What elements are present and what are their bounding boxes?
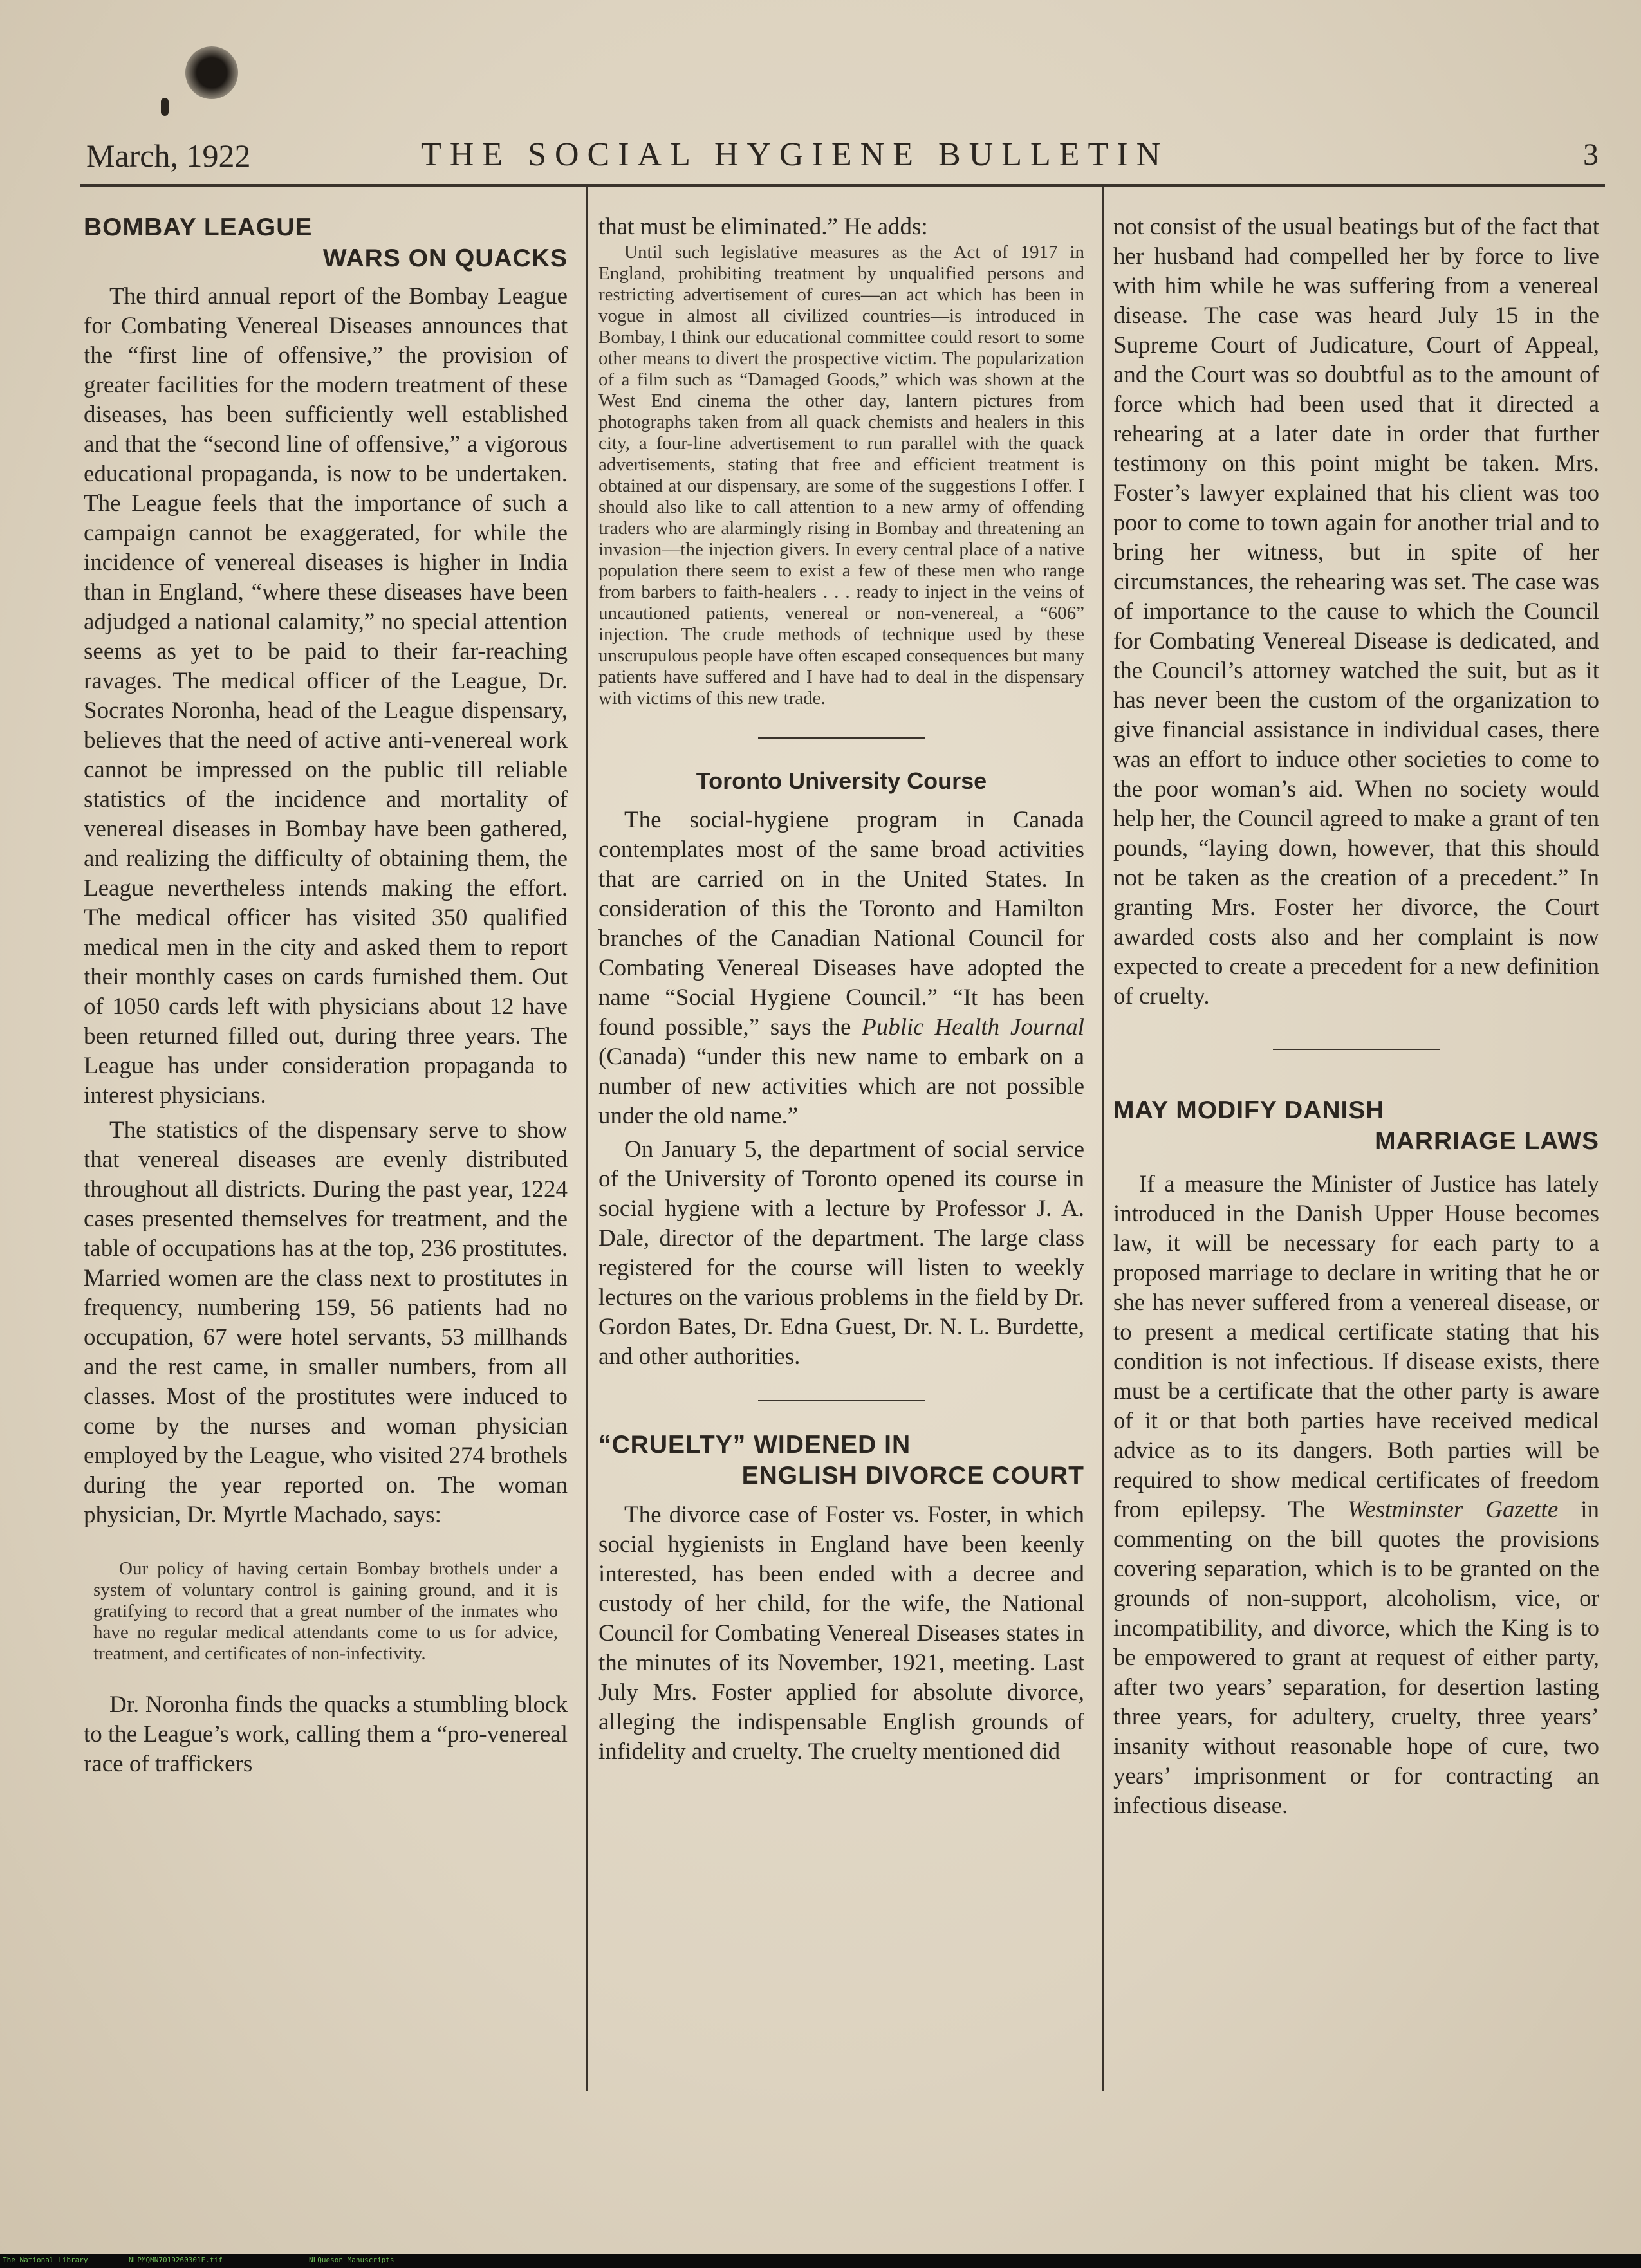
headline-line-2: MARRIAGE LAWS [1375, 1127, 1599, 1155]
footer-collection: NLQueson Manuscripts [309, 2256, 394, 2264]
scan-footer-strip [0, 2254, 1641, 2268]
paragraph [598, 806, 1084, 1131]
text-run: in commenting on the bill quotes the provisions covering separation, which is to be granted on the grounds of non-support, alcoholism, vice, or incompatibility, and divorce, which the King is to be empowered to grant at request of either party, after two years’ separation, for desertion lasting three years, for adultery, cruelty, three years’ insanity without reasonable hope of cure, two years’ imprisonment or for contracting an infectious disease. [1113, 1497, 1599, 1819]
footer-filename: NLPMQMN7019260301E.tif [129, 2256, 223, 2264]
block-quote: Our policy of having certain Bombay brothels under a system of voluntary control is gaining ground, and it is gratifying to record that a great number of the inmates who have no regular medical attendants come to us for advice, treatment, and certificates of non-infectivity. [93, 1558, 558, 1664]
section-divider [758, 737, 925, 739]
column-rule-2 [1102, 187, 1104, 2091]
text-run: (Canada) “under this new name to embark on a number of new activities which are not possible under the old name.” [598, 1044, 1084, 1129]
paragraph: The third annual report of the Bombay League for Combating Venereal Diseases announces that the “first line of offensive,” the provision of greater facilities for the modern treatment of these diseases, has been sufficiently well established and that the “second line of offensive,” a vigorous educational propaganda, is now to be undertaken. The League feels that the importance of such a campaign cannot be exaggerated, for while the incidence of venereal diseases is higher in India than in England, “where these diseases have been adjudged a national calamity,” no special attention seems as yet to be paid to their far-reaching ravages. The medical officer of the League, Dr. Socrates Noronha, head of the League dispensary, believes that the need of active anti-venereal work cannot be impressed on the public till reliable statistics of the incidence and mortality of venereal diseases in Bombay have been gathered, and realizing the difficulty of obtaining them, the League nevertheless intends making the effort. The medical officer has visited 350 qualified medical men in the city and asked them to report their monthly cases on cards furnished them. Out of 1050 cards left with physicians about 12 have been returned filled out, during three years. The League has under consideration propaganda to interest physicians. [84, 283, 568, 1109]
page-number: 3 [1583, 138, 1599, 172]
paragraph: Dr. Noronha finds the quacks a stumbling block to the League’s work, calling them a “pro-venereal race of traffickers [84, 1692, 568, 1777]
paragraph-continuation: not consist of the usual beatings but of the fact that her husband had compelled her by force to live with him while he was suffering from a venereal disease. The case was heard July 15 in the Supreme Court of Judicature, Court of Appeal, and the Court was so doubtful as to the amount of force which had been used that it directed a rehearing at a later date in order that further testimony on this point might be taken. Mrs. Foster’s lawyer explained that his client was too poor to come to town again for another trial and to bring her witness, but in spite of her circumstances, the rehearing was set. The case was of importance to the cause to which the Council for Combating Venereal Disease is dedicated, and the Council’s attorney watched the suit, but as it has never been the custom of the organization to give financial assistance in individual cases, there was an effort to induce other societies to come to the poor woman’s aid. When no society would help her, the Council agreed to make a grant of ten pounds, “laying down, however, that this should not be taken as the creation of a precedent.” In granting Mrs. Foster her divorce, the Court awarded costs also and her complaint is now expected to create a precedent for a new definition of cruelty. [1113, 214, 1599, 1010]
block-quote: Until such legislative measures as the Act of 1917 in England, prohibiting treatment by unqualified persons and restricting advertisement of cures—an act which has been in vogue in almost all civilized countries—is introduced in Bombay, I think our educational committee could resort to some other means to divert the prospective victim. The popularization of a film such as “Damaged Goods,” which was shown at the West End cinema the other day, lantern pictures from photographs taken from all quack chemists and healers in this city, a four-line advertisement to run parallel with the quack advertisements, stating that free and efficient treatment is obtained at our dispensary, are some of the suggestions I offer. I should also like to call attention to a new army of offending traders who are alarmingly rising in Bombay and threatening an invasion—the injection givers. In every central place of a native population there seem to exist a few of these men who range from barbers to faith-healers . . . ready to inject in the veins of uncautioned patients, venereal or non-venereal, a “606” injection. The crude methods of technique used by these unscrupulous people have often escaped consequences but many patients have suffered and I have had to deal in the dispensary with victims of this new trade. [598, 242, 1084, 708]
paragraph-continuation: that must be eliminated.” He adds: [598, 214, 928, 240]
text-run: The social-hygiene program in Canada contemplates most of the same broad activities that are carried on in the United States. In consideration of this the Toronto and Hamilton branches of the Canadian National Council for Combating Venereal Diseases have adopted the name “Social Hygiene Council.” “It has been found possible,” says the [598, 807, 1084, 1040]
ink-blot-stain [185, 46, 238, 99]
masthead [86, 132, 1599, 177]
footer-library: The National Library [3, 2256, 88, 2264]
paragraph [1113, 1170, 1599, 1821]
column-rule-1 [586, 187, 588, 2091]
text-run: If a measure the Minister of Justice has lately introduced in the Danish Upper House becomes law, it will be necessary for each party to a proposed marriage to declare in writing that he or she has never suffered from a venereal disease, or to present a medical certificate stating that his condition is not infectious. If disease exists, there must be a certificate that the other party is aware of it or that both parties have received medical advice as to its dangers. Both parties will be required to show medical certificates of freedom from epilepsy. The [1113, 1171, 1599, 1523]
column-3 [1113, 212, 1599, 1821]
paragraph: The divorce case of Foster vs. Foster, in which social hygienists in England have been keenly interested, has been ended with a decree and custody of her child, for the wife, the National Council for Combating Venereal Diseases states in the minutes of its November, 1921, meeting. Last July Mrs. Foster applied for absolute divorce, alleging the indispensable English grounds of infidelity and cruelty. The cruelty mentioned did [598, 1502, 1084, 1765]
article-headline-danish [1113, 1095, 1599, 1157]
column-2 [598, 212, 1084, 1767]
publication-name: Westminster Gazette [1347, 1497, 1559, 1523]
column-1 [84, 212, 568, 1779]
section-divider [1273, 1049, 1440, 1050]
article-headline-bombay [84, 212, 568, 274]
headline-line-2: ENGLISH DIVORCE COURT [741, 1462, 1084, 1489]
publication-name: Public Health Journal [862, 1014, 1084, 1040]
article-headline-toronto: Toronto University Course [696, 768, 987, 794]
headline-line-2: WARS ON QUACKS [322, 244, 568, 272]
ink-mark-stain [161, 98, 169, 116]
headline-line-1: “CRUELTY” WIDENED IN [598, 1431, 911, 1459]
paragraph: The statistics of the dispensary serve to show that venereal diseases are evenly distributed throughout all districts. During the past year, 1224 cases presented themselves for treatment, and the table of occupations has at the top, 236 prostitutes. Married women are the class next to prostitutes in frequency, numbering 159, 56 patients had no occupation, 67 were hotel servants, 53 millhands and the rest came, in smaller numbers, from all classes. Most of the prostitutes were induced to come by the nurses and woman physician employed by the League, who visited 274 brothels during the year reported on. The woman physician, Dr. Myrtle Machado, says: [84, 1117, 568, 1528]
issue-date: March, 1922 [86, 138, 251, 174]
section-divider [758, 1400, 925, 1401]
headline-line-1: MAY MODIFY DANISH [1113, 1096, 1385, 1124]
article-headline-cruelty [598, 1430, 1084, 1491]
paragraph: On January 5, the department of social service of the University of Toronto opened its course in social hygiene with a lecture by Professor J. A. Dale, director of the department. The large class registered for the course will listen to weekly lectures on the various problems in the field by Dr. Gordon Bates, Dr. Edna Guest, Dr. N. L. Burdette, and other authorities. [598, 1136, 1084, 1370]
headline-line-1: BOMBAY LEAGUE [84, 214, 313, 241]
publication-title: THE SOCIAL HYGIENE BULLETIN [421, 136, 1169, 173]
masthead-rule [80, 184, 1605, 187]
